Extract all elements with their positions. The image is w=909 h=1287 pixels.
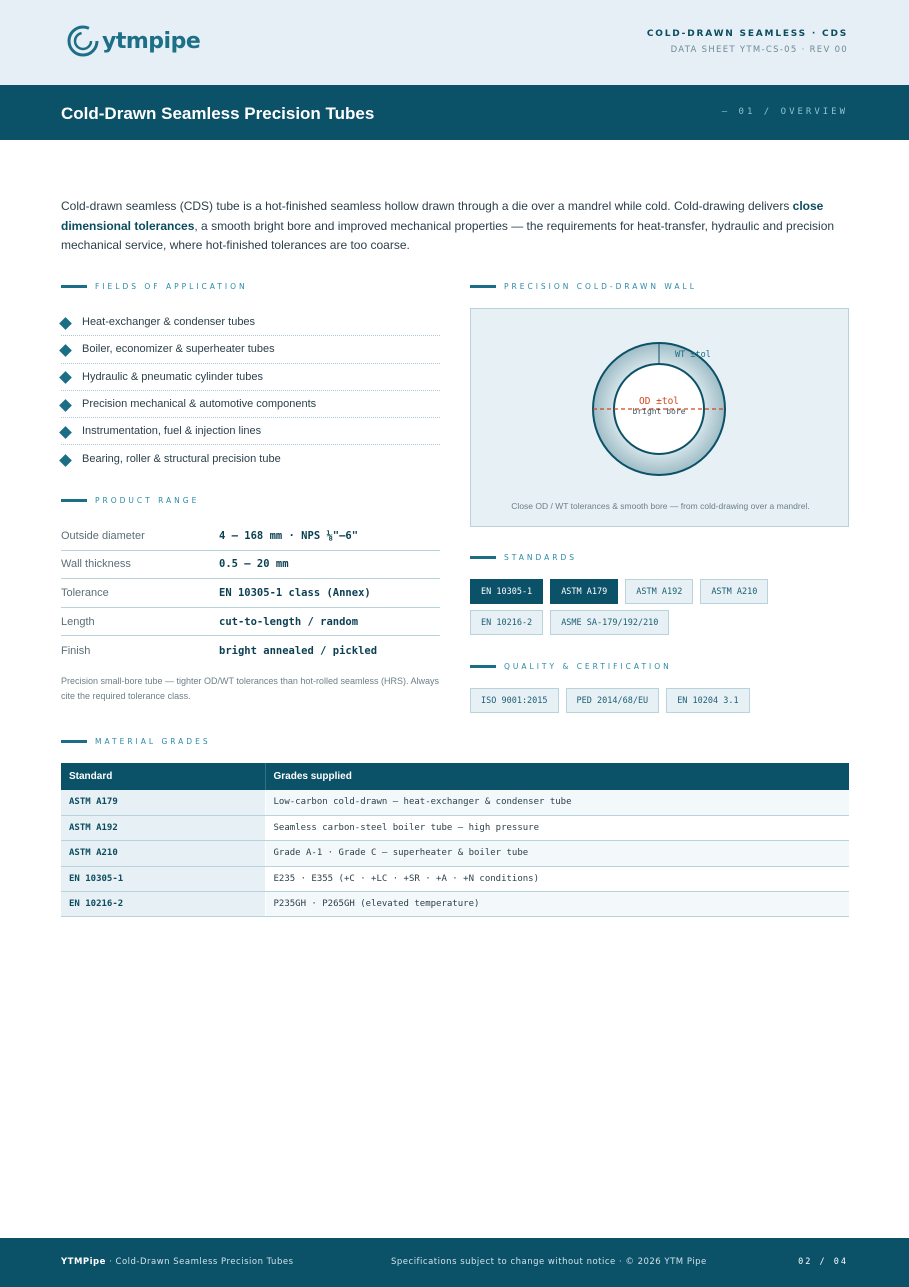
list-item-text: Precision mechanical & automotive components xyxy=(82,398,317,411)
standard-tag: EN 10216-2 xyxy=(470,610,543,635)
list-item-text: Bearing, roller & structural precision tube xyxy=(82,453,281,466)
label-bar xyxy=(470,285,496,288)
tube-cross-section-diagram xyxy=(471,309,850,528)
section-label-grades xyxy=(61,737,211,746)
section-label-product-range xyxy=(61,496,199,505)
section-indicator: — 01 / OVERVIEW xyxy=(721,107,848,117)
diagram-caption: Close OD / WT tolerances & smooth bore — from cold-drawing over a mandrel. xyxy=(511,501,810,511)
list-item-text: Heat-exchanger & condenser tubes xyxy=(82,316,256,329)
column-header-grades: Grades supplied xyxy=(265,763,849,790)
range-label: Finish xyxy=(61,644,91,657)
label-bar xyxy=(61,285,87,288)
grades-cell: Seamless carbon-steel boiler tube — high pressure xyxy=(265,815,849,840)
standard-cell: ASTM A192 xyxy=(61,815,265,840)
list-item-text: Instrumentation, fuel & injection lines xyxy=(82,425,262,438)
grades-cell: Low-carbon cold-drawn — heat-exchanger & condenser tube xyxy=(265,790,849,815)
footer-doc-title: · Cold-Drawn Seamless Precision Tubes xyxy=(105,1257,294,1267)
label-bar xyxy=(61,499,87,502)
table-row xyxy=(61,815,849,840)
column-header-standard: Standard xyxy=(61,763,265,790)
page-title: Cold-Drawn Seamless Precision Tubes xyxy=(61,104,375,123)
section-label-text: PRODUCT RANGE xyxy=(95,496,200,505)
list-item xyxy=(61,364,440,391)
certification-tag: ISO 9001:2015 xyxy=(470,688,559,713)
table-header-row xyxy=(61,763,849,790)
footer-brand: YTMPipe xyxy=(61,1257,106,1267)
certification-tag: EN 10204 3.1 xyxy=(666,688,749,713)
intro-text-start: Cold-drawn seamless (CDS) tube is a hot-finished seamless hollow drawn through a die over a mandrel while cold. Cold-drawing delivers xyxy=(61,199,793,213)
title-band xyxy=(0,85,909,140)
range-label: Tolerance xyxy=(61,586,109,599)
range-label: Length xyxy=(61,615,95,628)
section-label-quality xyxy=(470,662,672,671)
section-label-text: QUALITY & CERTIFICATION xyxy=(504,662,672,671)
range-value: EN 10305-1 class (Annex) xyxy=(219,586,371,599)
range-label: Outside diameter xyxy=(61,529,145,542)
grades-cell: P235GH · P265GH (elevated temperature) xyxy=(265,892,849,917)
bore-label: bright bore xyxy=(632,407,686,416)
list-item xyxy=(61,445,440,472)
label-bar xyxy=(470,665,496,668)
page-footer xyxy=(0,1238,909,1287)
section-label-diagram xyxy=(470,282,697,291)
intro-text-end: , a smooth bright bore and improved mechanical properties — the requirements for heat-transfer, hydraulic and precision mechanical service, where hot-finished tolerances are too coarse. xyxy=(61,218,835,252)
standards-tags xyxy=(470,579,849,641)
section-label-text: PRECISION COLD-DRAWN WALL xyxy=(504,282,697,291)
table-row xyxy=(61,841,849,866)
list-item xyxy=(61,391,440,418)
range-value: 0.5 – 20 mm xyxy=(219,558,289,571)
intro-emphasis: close dimensional tolerances xyxy=(61,199,824,233)
range-note: Precision small-bore tube — tighter OD/WT tolerances than hot-rolled seamless (HRS). Always cite the required tolerance class. xyxy=(61,676,439,701)
label-bar xyxy=(470,556,496,559)
diamond-bullet-icon xyxy=(59,344,72,357)
standard-tag: ASME SA-179/192/210 xyxy=(550,610,669,635)
certification-tag: PED 2014/68/EU xyxy=(566,688,660,713)
list-item xyxy=(61,418,440,445)
document-kicker: COLD-DRAWN SEAMLESS · CDS xyxy=(646,29,848,39)
standard-cell: EN 10216-2 xyxy=(61,892,265,917)
diamond-bullet-icon xyxy=(59,399,72,412)
list-item xyxy=(61,309,440,336)
range-label: Wall thickness xyxy=(61,558,131,571)
standard-cell: EN 10305-1 xyxy=(61,866,265,891)
standard-tag: ASTM A192 xyxy=(625,579,693,604)
table-row xyxy=(61,790,849,815)
intro-paragraph xyxy=(61,197,851,256)
section-label-standards xyxy=(470,553,577,562)
range-row xyxy=(61,608,440,637)
standard-tag: ASTM A179 xyxy=(550,579,618,604)
section-label-applications xyxy=(61,282,248,291)
table-row xyxy=(61,892,849,917)
diamond-bullet-icon xyxy=(59,317,72,330)
table-row xyxy=(61,866,849,891)
range-value: bright annealed / pickled xyxy=(219,644,378,657)
range-row xyxy=(61,579,440,608)
logo-wordmark: ytmpipe xyxy=(102,28,201,54)
company-logo xyxy=(66,24,200,58)
range-row xyxy=(61,636,440,665)
range-value: cut-to-length / random xyxy=(219,615,359,628)
diamond-bullet-icon xyxy=(59,454,72,467)
list-item-text: Hydraulic & pneumatic cylinder tubes xyxy=(82,370,263,383)
standard-cell: ASTM A179 xyxy=(61,790,265,815)
footer-document xyxy=(61,1257,294,1267)
range-value: 4 – 168 mm · NPS ⅛"–6" xyxy=(219,529,359,542)
diamond-bullet-icon xyxy=(59,426,72,439)
range-row xyxy=(61,522,440,551)
diamond-bullet-icon xyxy=(59,371,72,384)
quality-tags xyxy=(470,688,849,719)
range-row xyxy=(61,551,440,580)
grades-cell: E235 · E355 (+C · +LC · +SR · +A · +N conditions) xyxy=(265,866,849,891)
ytm-logo-icon xyxy=(66,24,100,58)
standard-tag: ASTM A210 xyxy=(700,579,768,604)
list-item xyxy=(61,336,440,363)
material-grades-table xyxy=(61,763,849,917)
list-item-text: Boiler, economizer & superheater tubes xyxy=(82,343,275,356)
product-range-table xyxy=(61,522,440,665)
section-label-text: FIELDS OF APPLICATION xyxy=(95,282,248,291)
page-number: 02 / 04 xyxy=(798,1257,848,1267)
document-sheet-id: DATA SHEET YTM-CS-05 · REV 00 xyxy=(670,45,848,55)
footer-notice: Specifications subject to change without notice · © 2026 YTM Pipe xyxy=(391,1257,707,1267)
label-bar xyxy=(61,740,87,743)
standard-cell: ASTM A210 xyxy=(61,841,265,866)
section-label-text: MATERIAL GRADES xyxy=(95,737,211,746)
section-label-text: STANDARDS xyxy=(504,553,578,562)
standard-tag: EN 10305-1 xyxy=(470,579,543,604)
tube-cross-section-panel xyxy=(470,308,849,527)
page-header xyxy=(0,0,909,85)
od-label: OD ±tol xyxy=(638,396,680,407)
grades-cell: Grade A-1 · Grade C — superheater & boiler tube xyxy=(265,841,849,866)
wt-label: WT ±tol xyxy=(675,350,711,360)
applications-list xyxy=(61,309,440,473)
